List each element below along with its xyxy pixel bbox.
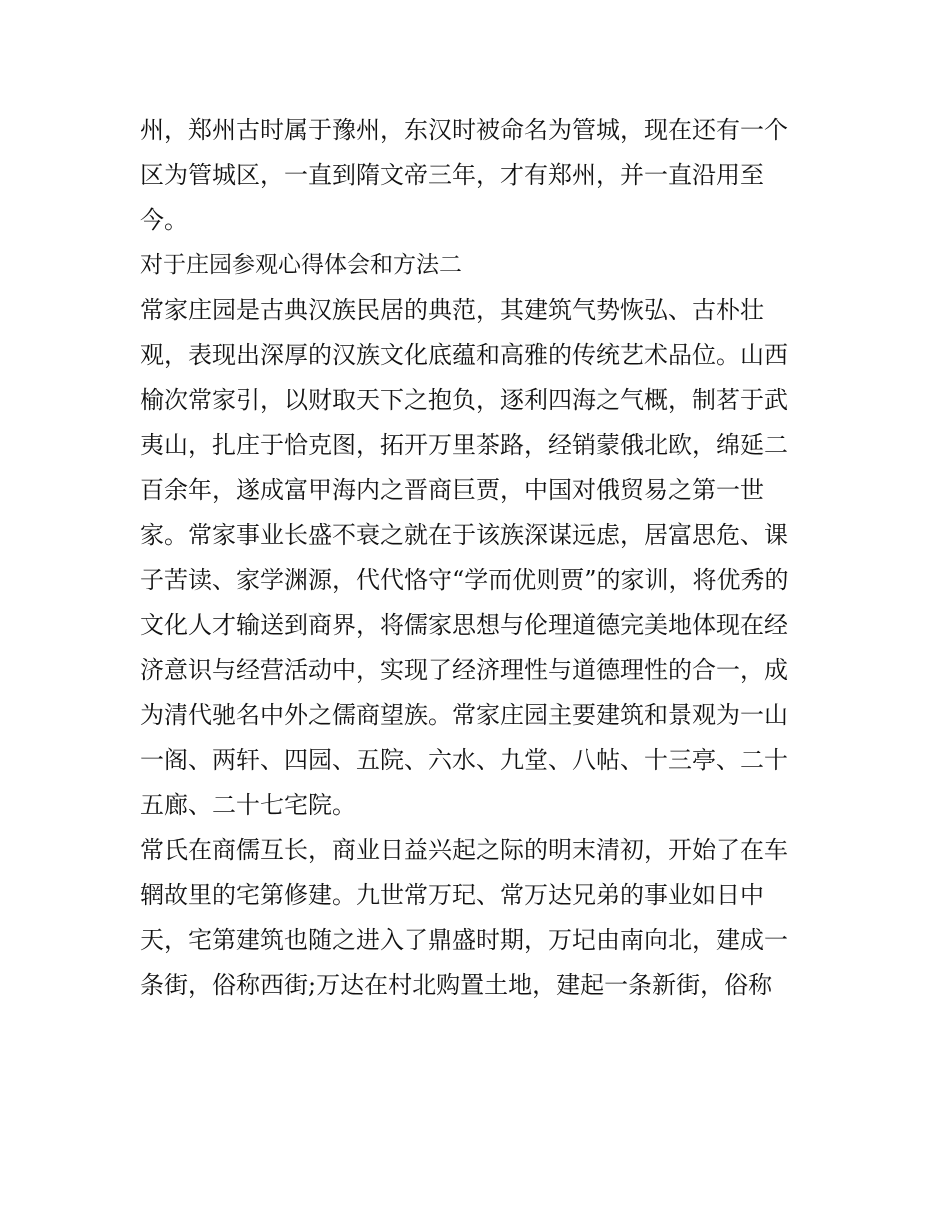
text-line: 家。常家事业长盛不衰之就在于该族深谋远虑，居富思危、课 — [140, 521, 788, 549]
text-line: 今。 — [140, 206, 188, 234]
text-line: 榆次常家引，以财取天下之抱负，逐利四海之气概，制茗于武 — [140, 386, 788, 414]
text-line: 文化人才输送到商界，将儒家思想与伦理道德完美地体现在经 — [140, 611, 788, 639]
document-body — [140, 108, 820, 1008]
paragraph-chang-family-manor — [140, 288, 820, 828]
text-line: 子苦读、家学渊源，代代恪守“学而优则贾”的家训，将优秀的 — [140, 566, 789, 594]
text-line: 为清代驰名中外之儒商望族。常家庄园主要建筑和景观为一山 — [140, 701, 788, 729]
text-line: 观，表现出深厚的汉族文化底蕴和高雅的传统艺术品位。山西 — [140, 341, 788, 369]
paragraph-zhengzhou-history — [140, 108, 820, 243]
heading-line: 对于庄园参观心得体会和方法二 — [140, 252, 462, 278]
text-line: 天，宅第建筑也随之进入了鼎盛时期，万圮由南向北，建成一 — [140, 926, 788, 954]
text-line: 州，郑州古时属于豫州，东汉时被命名为管城，现在还有一个 — [140, 116, 788, 144]
text-line: 济意识与经营活动中，实现了经济理性与道德理性的合一，成 — [140, 656, 788, 684]
text-line: 一阁、两轩、四园、五院、六水、九堂、八帖、十三亭、二十 — [140, 746, 788, 774]
text-line: 条街，俗称西街;万达在村北购置土地，建起一条新街，俗称 — [140, 971, 773, 999]
text-line: 常家庄园是古典汉族民居的典范，其建筑气势恢弘、古朴壮 — [140, 296, 764, 324]
section-heading — [140, 243, 820, 288]
text-line: 百余年，遂成富甲海内之晋商巨贾，中国对俄贸易之第一世 — [140, 476, 764, 504]
text-line: 辋故里的宅第修建。九世常万玘、常万达兄弟的事业如日中 — [140, 881, 764, 909]
text-line: 夷山，扎庄于恰克图，拓开万里茶路，经销蒙俄北欧，绵延二 — [140, 431, 788, 459]
text-line: 五廊、二十七宅院。 — [140, 791, 356, 819]
paragraph-residence-construction — [140, 828, 820, 1008]
text-line: 常氏在商儒互长，商业日益兴起之际的明末清初，开始了在车 — [140, 836, 788, 864]
text-line: 区为管城区，一直到隋文帝三年，才有郑州，并一直沿用至 — [140, 161, 764, 189]
